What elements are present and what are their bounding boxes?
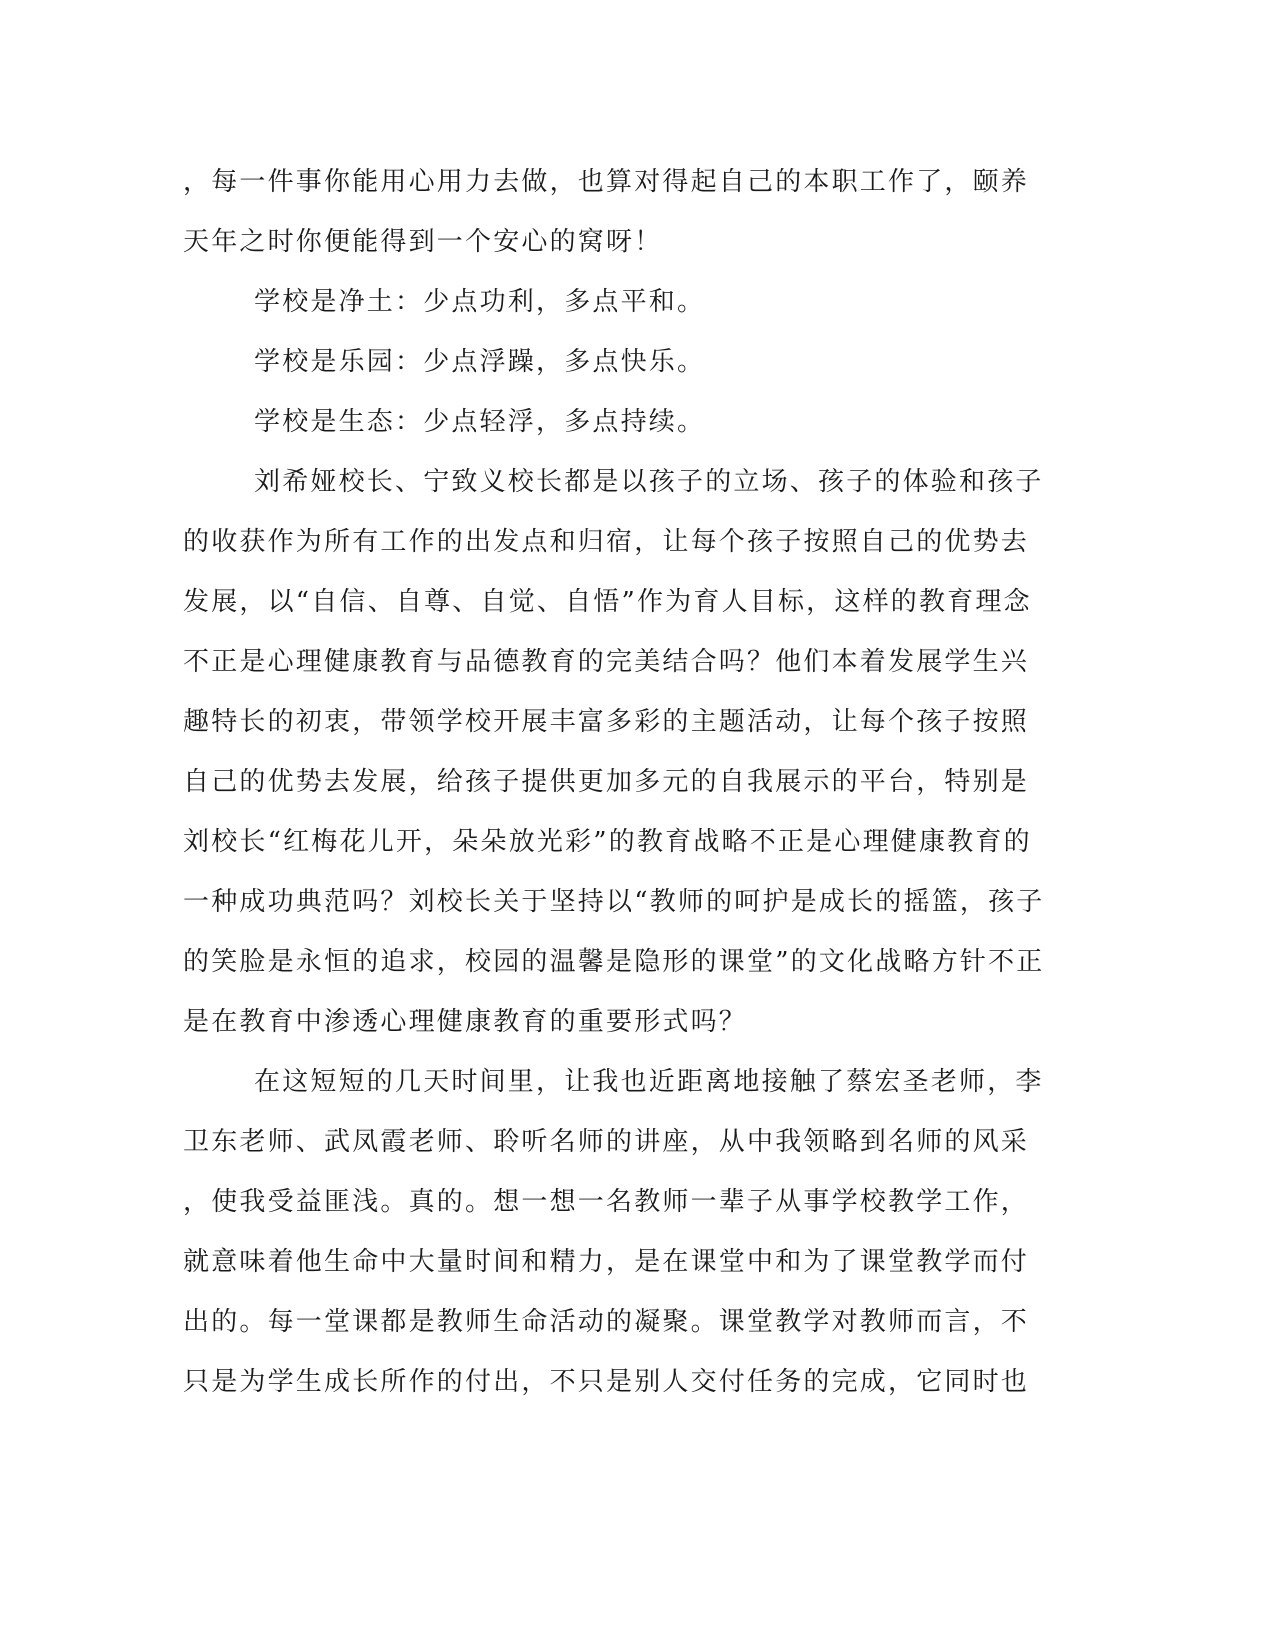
text-line: 是在教育中渗透心理健康教育的重要形式吗？ <box>183 1007 748 1037</box>
text-line: ，每一件事你能用心用力去做，也算对得起自己的本职工作了，颐养 <box>183 167 1030 197</box>
paragraph-start-line: 在这短短的几天时间里，让我也近距离地接触了蔡宏圣老师，李 <box>254 1067 1044 1097</box>
text-line: ，使我受益匪浅。真的。想一想一名教师一辈子从事学校教学工作， <box>183 1187 1030 1217</box>
text-line: 自己的优势去发展，给孩子提供更加多元的自我展示的平台，特别是 <box>183 767 1030 797</box>
text-line: 的笑脸是永恒的追求，校园的温馨是隐形的课堂”的文化战略方针不正 <box>183 947 1045 977</box>
text-line: 刘校长“红梅花儿开，朵朵放光彩”的教育战略不正是心理健康教育的 <box>183 827 1032 857</box>
paragraph-start-line: 学校是生态：少点轻浮，多点持续。 <box>254 407 706 437</box>
text-line: 一种成功典范吗？刘校长关于坚持以“教师的呵护是成长的摇篮，孩子 <box>183 887 1045 917</box>
text-line: 趣特长的初衷，带领学校开展丰富多彩的主题活动，让每个孩子按照 <box>183 707 1030 737</box>
text-line: 出的。每一堂课都是教师生命活动的凝聚。课堂教学对教师而言，不 <box>183 1307 1030 1337</box>
paragraph-start-line: 学校是乐园：少点浮躁，多点快乐。 <box>254 347 706 377</box>
text-line: 天年之时你便能得到一个安心的窝呀！ <box>183 227 663 257</box>
text-line: 只是为学生成长所作的付出，不只是别人交付任务的完成，它同时也 <box>183 1367 1030 1397</box>
paragraph-start-line: 刘希娅校长、宁致义校长都是以孩子的立场、孩子的体验和孩子 <box>254 467 1044 497</box>
text-line: 发展，以“自信、自尊、自觉、自悟”作为育人目标，这样的教育理念 <box>183 587 1032 617</box>
text-line: 的收获作为所有工作的出发点和归宿，让每个孩子按照自己的优势去 <box>183 527 1030 557</box>
body-text <box>183 160 1063 1420</box>
text-line: 不正是心理健康教育与品德教育的完美结合吗？他们本着发展学生兴 <box>183 647 1030 677</box>
text-line: 就意味着他生命中大量时间和精力，是在课堂中和为了课堂教学而付 <box>183 1247 1030 1277</box>
paragraph-start-line: 学校是净土：少点功利，多点平和。 <box>254 287 706 317</box>
text-line: 卫东老师、武凤霞老师、聆听名师的讲座，从中我领略到名师的风采 <box>183 1127 1030 1157</box>
